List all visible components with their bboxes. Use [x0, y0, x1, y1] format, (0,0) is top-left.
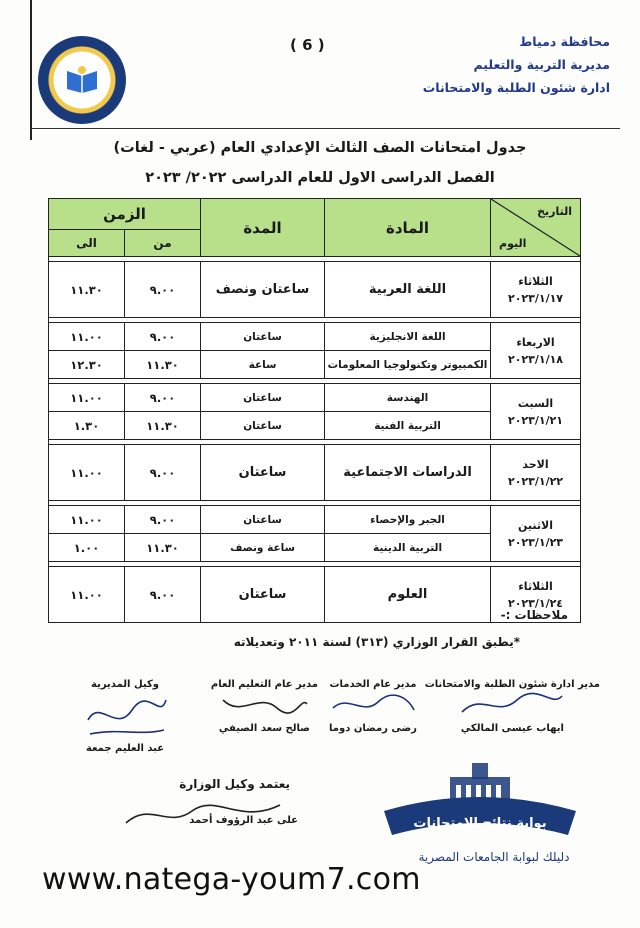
- day-header: اليوم: [499, 237, 527, 250]
- watermark-tagline: دليلك لبوابة الجامعات المصرية: [418, 850, 570, 864]
- signature-block: [425, 679, 600, 734]
- subject-cell: التربية الدينية: [325, 534, 491, 562]
- exam-row: [49, 445, 581, 501]
- signature-title: مدير عام الخدمات: [329, 679, 417, 690]
- page-number: ( 6 ): [290, 36, 325, 54]
- duration-header: المدة: [201, 199, 325, 257]
- signature-name: عبد العليم جمعة: [85, 743, 165, 754]
- day-date-cell: [491, 384, 581, 440]
- duration-cell: ساعتان: [201, 384, 325, 412]
- day-name: الاربعاء: [516, 335, 555, 349]
- header-rule: [30, 128, 620, 129]
- administration-line: ادارة شئون الطلبة والامتحانات: [422, 80, 610, 95]
- approval-name: على عبد الرؤوف أحمد: [189, 815, 298, 826]
- date-header: التاريخ: [537, 205, 573, 218]
- signature-scribble-icon: [328, 690, 418, 720]
- day-name: الاثنين: [518, 518, 553, 532]
- signature-scribble-icon: [219, 690, 309, 720]
- from-time-cell: ٩.٠٠: [125, 506, 201, 534]
- subject-cell: اللغة الانجليزية: [325, 323, 491, 351]
- from-time-cell: ٩.٠٠: [125, 323, 201, 351]
- to-time-cell: ١١.٣٠: [49, 262, 125, 318]
- exam-date: ٢٠٢٣/١/١٧: [507, 291, 564, 305]
- signature-title: مدير عام التعليم العام: [210, 679, 318, 690]
- duration-cell: ساعتان ونصف: [201, 262, 325, 318]
- subject-cell: الكمبيوتر وتكنولوجيا المعلومات: [325, 351, 491, 379]
- governorate-line: محافظة دمياط: [519, 34, 610, 49]
- exam-date: ٢٠٢٣/١/٢١: [507, 413, 564, 427]
- day-date-cell: [491, 323, 581, 379]
- to-time-cell: ١١.٠٠: [49, 445, 125, 501]
- to-time-cell: ١١.٠٠: [49, 506, 125, 534]
- signature-scribble-icon: [457, 690, 567, 720]
- duration-cell: ساعتان: [201, 445, 325, 501]
- from-time-cell: ١١.٣٠: [125, 534, 201, 562]
- exam-date: ٢٠٢٣/١/١٨: [507, 352, 564, 366]
- signature-title: وكيل المديرية: [91, 679, 159, 690]
- exam-row: [49, 506, 581, 534]
- from-time-cell: ١١.٣٠: [125, 412, 201, 440]
- signature-block: [80, 679, 170, 754]
- exam-row: [49, 323, 581, 351]
- day-date-cell: [491, 506, 581, 562]
- semester-title: الفصل الدراسى الاول للعام الدراسى ٢٠٢٢/ ٢٠٢٣: [145, 170, 495, 186]
- duration-cell: ساعتان: [201, 506, 325, 534]
- to-time-cell: ١١.٠٠: [49, 323, 125, 351]
- signature-name: ايهاب عيسى المالكي: [460, 723, 564, 734]
- day-name: الثلاثاء: [518, 579, 553, 593]
- to-time-cell: ١٢.٣٠: [49, 351, 125, 379]
- duration-cell: ساعتان: [201, 323, 325, 351]
- day-name: الاحد: [522, 457, 549, 471]
- issuer-header: [423, 30, 610, 99]
- duration-cell: ساعتان: [201, 567, 325, 623]
- to-time-cell: ١١.٠٠: [49, 384, 125, 412]
- exam-row: [49, 384, 581, 412]
- from-time-cell: ٩.٠٠: [125, 567, 201, 623]
- signature-name: رضى رمضان دوما: [329, 723, 417, 734]
- date-day-header: [491, 199, 581, 257]
- day-date-cell: [491, 262, 581, 318]
- to-header: الى: [49, 230, 125, 257]
- exam-date: ٢٠٢٣/١/٢٢: [507, 474, 564, 488]
- subject-header: المادة: [325, 199, 491, 257]
- to-time-cell: ١.٣٠: [49, 412, 125, 440]
- duration-cell: ساعة: [201, 351, 325, 379]
- exam-date: ٢٠٢٣/١/٢٤: [507, 596, 564, 610]
- subject-cell: اللغة العربية: [325, 262, 491, 318]
- duration-cell: ساعتان: [201, 412, 325, 440]
- watermark-ribbon-text: بوابة نتائج الامتحانات: [413, 816, 547, 831]
- directorate-line: مديرية التربية والتعليم: [473, 57, 610, 72]
- decree-note: *يطبق القرار الوزاري (٣١٣) لسنة ٢٠١١ وتعديلاته: [233, 635, 520, 649]
- signature-scribble-icon: [80, 690, 170, 740]
- time-header: الزمن: [49, 199, 201, 230]
- signature-title: مدير ادارة شئون الطلبة والامتحانات: [424, 679, 600, 690]
- from-time-cell: ١١.٣٠: [125, 351, 201, 379]
- to-time-cell: ١.٠٠: [49, 534, 125, 562]
- schedule-title: جدول امتحانات الصف الثالث الإعدادي العام (عربي - لغات): [113, 140, 527, 156]
- from-time-cell: ٩.٠٠: [125, 384, 201, 412]
- to-time-cell: ١١.٠٠: [49, 567, 125, 623]
- day-name: السبت: [517, 396, 554, 410]
- signature-block: [211, 679, 318, 734]
- signature-block: [328, 679, 418, 734]
- exam-row: [49, 262, 581, 318]
- day-name: الثلاثاء: [518, 274, 553, 288]
- subject-cell: العلوم: [325, 567, 491, 623]
- exam-results-portal-watermark-icon: [380, 755, 580, 855]
- subject-cell: الهندسة: [325, 384, 491, 412]
- exam-schedule-table: [48, 198, 581, 623]
- from-time-cell: ٩.٠٠: [125, 445, 201, 501]
- notes-label: ملاحظات :-: [500, 608, 568, 622]
- ministry-logo-icon: [38, 36, 126, 124]
- left-margin-line: [30, 0, 32, 140]
- day-date-cell: [491, 445, 581, 501]
- from-time-cell: ٩.٠٠: [125, 262, 201, 318]
- subject-cell: التربية الفنية: [325, 412, 491, 440]
- subject-cell: الدراسات الاجتماعية: [325, 445, 491, 501]
- signature-name: صالح سعد الصيفي: [218, 723, 310, 734]
- from-header: من: [125, 230, 201, 257]
- exam-date: ٢٠٢٣/١/٢٣: [507, 535, 564, 549]
- approval-label: يعتمد وكيل الوزارة: [179, 777, 290, 791]
- footer-url: www.natega-youm7.com: [42, 862, 421, 897]
- subject-cell: الجبر والإحصاء: [325, 506, 491, 534]
- duration-cell: ساعة ونصف: [201, 534, 325, 562]
